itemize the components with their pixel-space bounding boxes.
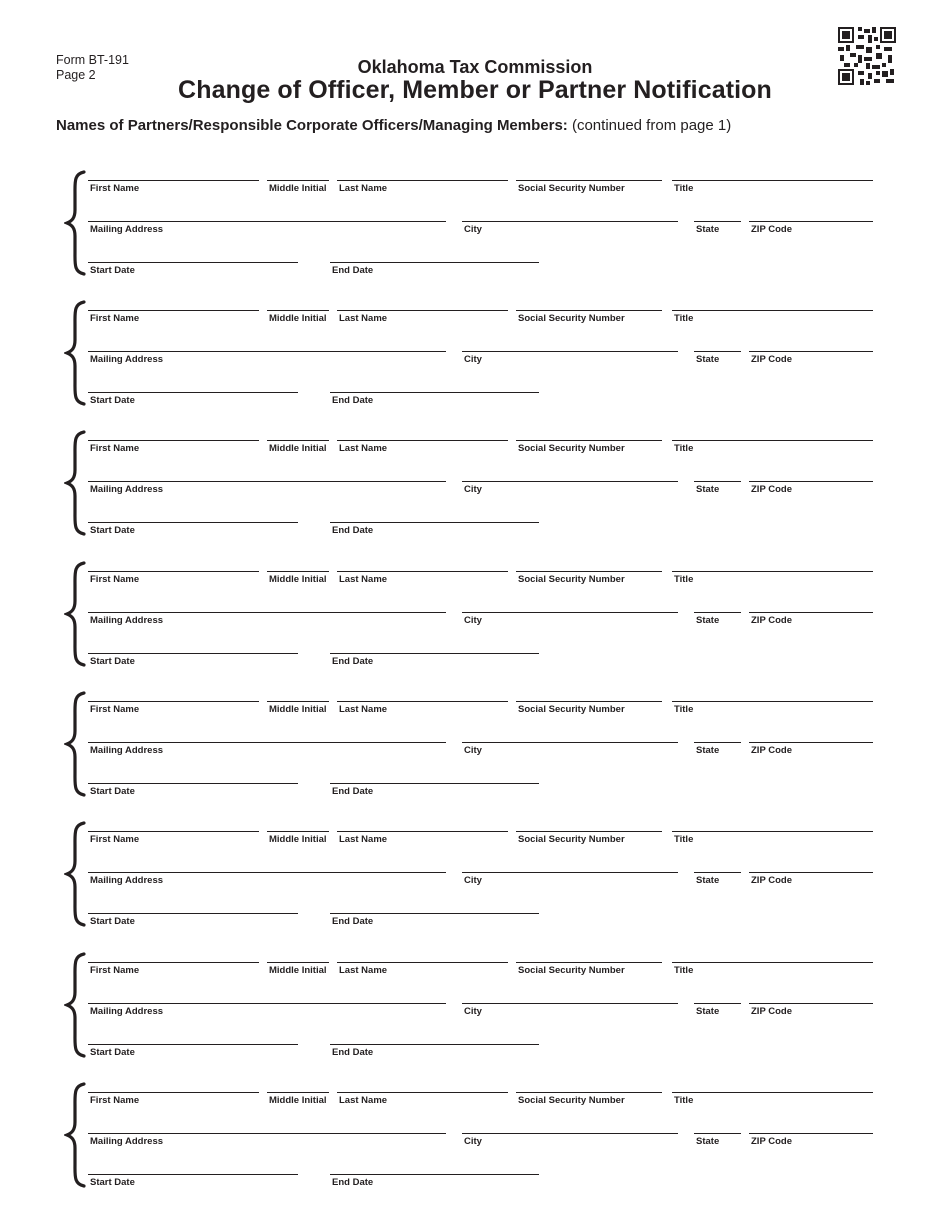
zip-code-label: ZIP Code: [751, 224, 792, 235]
end-date-label: End Date: [332, 786, 374, 797]
ssn-field[interactable]: [516, 1092, 662, 1107]
zip-code-field[interactable]: [749, 1003, 873, 1018]
start-date-label: Start Date: [90, 265, 135, 276]
mailing-address-field[interactable]: [88, 221, 446, 236]
title-field[interactable]: [672, 962, 873, 977]
zip-code-label: ZIP Code: [751, 1136, 792, 1147]
last-name-field[interactable]: [337, 701, 508, 716]
start-date-label: Start Date: [90, 525, 135, 536]
city-label: City: [464, 354, 482, 365]
zip-code-field[interactable]: [749, 612, 873, 627]
first-name-field[interactable]: [88, 962, 259, 977]
page-title: Change of Officer, Member or Partner Notification: [178, 76, 772, 104]
ssn-field[interactable]: [516, 310, 662, 325]
title-label: Title: [674, 1095, 694, 1106]
mailing-address-label: Mailing Address: [90, 224, 164, 235]
last-name-label: Last Name: [339, 574, 388, 585]
city-label: City: [464, 484, 482, 495]
first-name-field[interactable]: [88, 571, 259, 586]
last-name-field[interactable]: [337, 571, 508, 586]
zip-code-field[interactable]: [749, 872, 873, 887]
middle-initial-label: Middle Initial: [269, 574, 327, 585]
middle-initial-field[interactable]: [267, 310, 329, 325]
ssn-field[interactable]: [516, 180, 662, 195]
city-field[interactable]: [462, 612, 678, 627]
first-name-label: First Name: [90, 965, 140, 976]
title-label: Title: [674, 965, 694, 976]
curly-brace-icon: [64, 300, 86, 406]
last-name-label: Last Name: [339, 443, 388, 454]
start-date-field[interactable]: [88, 262, 298, 277]
zip-code-field[interactable]: [749, 742, 873, 757]
end-date-label: End Date: [332, 1177, 374, 1188]
city-field[interactable]: [462, 351, 678, 366]
middle-initial-field[interactable]: [267, 440, 329, 455]
title-field[interactable]: [672, 571, 873, 586]
ssn-label: Social Security Number: [518, 834, 625, 845]
ssn-field[interactable]: [516, 962, 662, 977]
first-name-label: First Name: [90, 313, 140, 324]
last-name-field[interactable]: [337, 831, 508, 846]
officer-entry-block: [0, 701, 950, 811]
curly-brace-icon: [64, 430, 86, 536]
ssn-label: Social Security Number: [518, 183, 625, 194]
middle-initial-label: Middle Initial: [269, 965, 327, 976]
mailing-address-field[interactable]: [88, 612, 446, 627]
end-date-label: End Date: [332, 916, 374, 927]
city-label: City: [464, 1136, 482, 1147]
middle-initial-field[interactable]: [267, 571, 329, 586]
title-label: Title: [674, 313, 694, 324]
start-date-field[interactable]: [88, 1174, 298, 1189]
last-name-field[interactable]: [337, 180, 508, 195]
start-date-field[interactable]: [88, 783, 298, 798]
page-number: Page 2: [56, 68, 96, 82]
end-date-field[interactable]: [330, 522, 539, 537]
state-label: State: [696, 224, 720, 235]
middle-initial-label: Middle Initial: [269, 183, 327, 194]
state-field[interactable]: [694, 1003, 741, 1018]
officer-entry-block: [0, 1092, 950, 1202]
section-heading-bold: Names of Partners/Responsible Corporate Officers/Managing Members:: [56, 117, 568, 134]
city-label: City: [464, 745, 482, 756]
last-name-field[interactable]: [337, 310, 508, 325]
curly-brace-icon: [64, 561, 86, 667]
first-name-field[interactable]: [88, 1092, 259, 1107]
mailing-address-label: Mailing Address: [90, 354, 164, 365]
first-name-field[interactable]: [88, 831, 259, 846]
middle-initial-label: Middle Initial: [269, 704, 327, 715]
mailing-address-field[interactable]: [88, 1003, 446, 1018]
zip-code-label: ZIP Code: [751, 484, 792, 495]
ssn-label: Social Security Number: [518, 704, 625, 715]
middle-initial-field[interactable]: [267, 962, 329, 977]
city-label: City: [464, 875, 482, 886]
end-date-field[interactable]: [330, 1174, 539, 1189]
ssn-field[interactable]: [516, 440, 662, 455]
city-label: City: [464, 615, 482, 626]
city-field[interactable]: [462, 481, 678, 496]
officer-entry-block: [0, 571, 950, 681]
first-name-label: First Name: [90, 704, 140, 715]
last-name-label: Last Name: [339, 834, 388, 845]
state-label: State: [696, 1136, 720, 1147]
end-date-field[interactable]: [330, 783, 539, 798]
title-field[interactable]: [672, 310, 873, 325]
last-name-label: Last Name: [339, 313, 388, 324]
zip-code-field[interactable]: [749, 481, 873, 496]
section-heading-note: (continued from page 1): [571, 117, 732, 134]
mailing-address-label: Mailing Address: [90, 875, 164, 886]
start-date-field[interactable]: [88, 522, 298, 537]
qr-code-icon: [838, 27, 896, 85]
end-date-label: End Date: [332, 265, 374, 276]
first-name-label: First Name: [90, 183, 140, 194]
title-label: Title: [674, 183, 694, 194]
zip-code-label: ZIP Code: [751, 615, 792, 626]
mailing-address-label: Mailing Address: [90, 484, 164, 495]
start-date-field[interactable]: [88, 1044, 298, 1059]
last-name-field[interactable]: [337, 440, 508, 455]
last-name-label: Last Name: [339, 1095, 388, 1106]
title-field[interactable]: [672, 701, 873, 716]
mailing-address-field[interactable]: [88, 481, 446, 496]
title-label: Title: [674, 574, 694, 585]
state-label: State: [696, 484, 720, 495]
middle-initial-label: Middle Initial: [269, 1095, 327, 1106]
title-label: Title: [674, 443, 694, 454]
state-label: State: [696, 354, 720, 365]
title-field[interactable]: [672, 440, 873, 455]
last-name-field[interactable]: [337, 1092, 508, 1107]
last-name-field[interactable]: [337, 962, 508, 977]
title-field[interactable]: [672, 180, 873, 195]
ssn-label: Social Security Number: [518, 1095, 625, 1106]
ssn-field[interactable]: [516, 571, 662, 586]
mailing-address-field[interactable]: [88, 1133, 446, 1148]
mailing-address-label: Mailing Address: [90, 745, 164, 756]
curly-brace-icon: [64, 1082, 86, 1188]
middle-initial-label: Middle Initial: [269, 834, 327, 845]
state-label: State: [696, 1006, 720, 1017]
zip-code-label: ZIP Code: [751, 875, 792, 886]
officer-entry-block: [0, 831, 950, 941]
officer-entry-block: [0, 962, 950, 1072]
middle-initial-field[interactable]: [267, 180, 329, 195]
curly-brace-icon: [64, 170, 86, 276]
curly-brace-icon: [64, 952, 86, 1058]
end-date-field[interactable]: [330, 653, 539, 668]
start-date-label: Start Date: [90, 1047, 135, 1058]
first-name-field[interactable]: [88, 701, 259, 716]
start-date-label: Start Date: [90, 395, 135, 406]
city-field[interactable]: [462, 1133, 678, 1148]
state-field[interactable]: [694, 872, 741, 887]
zip-code-field[interactable]: [749, 221, 873, 236]
start-date-field[interactable]: [88, 392, 298, 407]
state-field[interactable]: [694, 481, 741, 496]
middle-initial-label: Middle Initial: [269, 313, 327, 324]
officer-entry-block: [0, 180, 950, 290]
first-name-label: First Name: [90, 443, 140, 454]
title-field[interactable]: [672, 1092, 873, 1107]
first-name-label: First Name: [90, 1095, 140, 1106]
city-label: City: [464, 224, 482, 235]
state-field[interactable]: [694, 221, 741, 236]
officer-entry-block: [0, 310, 950, 420]
zip-code-label: ZIP Code: [751, 354, 792, 365]
mailing-address-label: Mailing Address: [90, 615, 164, 626]
start-date-label: Start Date: [90, 786, 135, 797]
end-date-label: End Date: [332, 1047, 374, 1058]
state-field[interactable]: [694, 612, 741, 627]
end-date-label: End Date: [332, 395, 374, 406]
end-date-field[interactable]: [330, 262, 539, 277]
end-date-field[interactable]: [330, 913, 539, 928]
start-date-field[interactable]: [88, 653, 298, 668]
title-label: Title: [674, 834, 694, 845]
start-date-label: Start Date: [90, 916, 135, 927]
mailing-address-label: Mailing Address: [90, 1136, 164, 1147]
end-date-field[interactable]: [330, 392, 539, 407]
section-heading: [56, 117, 731, 134]
first-name-field[interactable]: [88, 180, 259, 195]
agency-name: Oklahoma Tax Commission: [357, 57, 593, 77]
mailing-address-label: Mailing Address: [90, 1006, 164, 1017]
mailing-address-field[interactable]: [88, 742, 446, 757]
ssn-label: Social Security Number: [518, 574, 625, 585]
start-date-label: Start Date: [90, 1177, 135, 1188]
start-date-label: Start Date: [90, 656, 135, 667]
state-label: State: [696, 875, 720, 886]
middle-initial-field[interactable]: [267, 701, 329, 716]
curly-brace-icon: [64, 821, 86, 927]
city-field[interactable]: [462, 221, 678, 236]
middle-initial-label: Middle Initial: [269, 443, 327, 454]
ssn-label: Social Security Number: [518, 313, 625, 324]
officer-entry-block: [0, 440, 950, 550]
zip-code-field[interactable]: [749, 351, 873, 366]
state-label: State: [696, 615, 720, 626]
end-date-label: End Date: [332, 656, 374, 667]
start-date-field[interactable]: [88, 913, 298, 928]
city-label: City: [464, 1006, 482, 1017]
city-field[interactable]: [462, 1003, 678, 1018]
last-name-label: Last Name: [339, 183, 388, 194]
end-date-field[interactable]: [330, 1044, 539, 1059]
first-name-field[interactable]: [88, 310, 259, 325]
ssn-label: Social Security Number: [518, 443, 625, 454]
first-name-label: First Name: [90, 834, 140, 845]
ssn-label: Social Security Number: [518, 965, 625, 976]
mailing-address-field[interactable]: [88, 872, 446, 887]
ssn-field[interactable]: [516, 831, 662, 846]
curly-brace-icon: [64, 691, 86, 797]
title-label: Title: [674, 704, 694, 715]
title-field[interactable]: [672, 831, 873, 846]
last-name-label: Last Name: [339, 704, 388, 715]
state-field[interactable]: [694, 351, 741, 366]
mailing-address-field[interactable]: [88, 351, 446, 366]
zip-code-label: ZIP Code: [751, 745, 792, 756]
city-field[interactable]: [462, 742, 678, 757]
ssn-field[interactable]: [516, 701, 662, 716]
first-name-label: First Name: [90, 574, 140, 585]
zip-code-label: ZIP Code: [751, 1006, 792, 1017]
state-label: State: [696, 745, 720, 756]
zip-code-field[interactable]: [749, 1133, 873, 1148]
middle-initial-field[interactable]: [267, 1092, 329, 1107]
middle-initial-field[interactable]: [267, 831, 329, 846]
city-field[interactable]: [462, 872, 678, 887]
last-name-label: Last Name: [339, 965, 388, 976]
state-field[interactable]: [694, 742, 741, 757]
form-number: Form BT-191: [56, 53, 129, 67]
end-date-label: End Date: [332, 525, 374, 536]
state-field[interactable]: [694, 1133, 741, 1148]
first-name-field[interactable]: [88, 440, 259, 455]
